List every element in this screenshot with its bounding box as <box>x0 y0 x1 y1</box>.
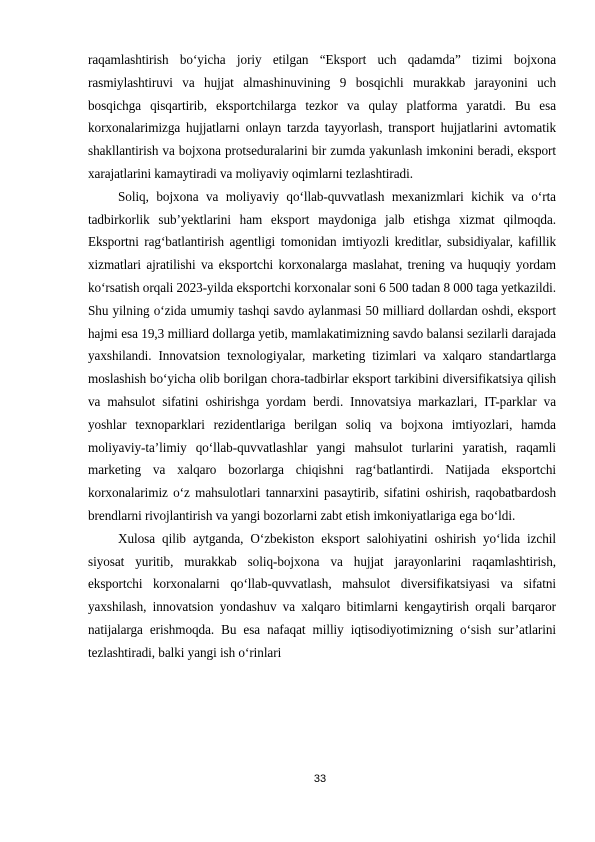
paragraph-conclusion: Xulosa qilib aytganda, O‘zbekiston eksport salohiyatini oshirish yo‘lida izchil siyosat yuritib, murakkab soliq-bojxona va hujjat jarayonlarini raqamlashtirish, eksportchi korxonalarni qo‘llab-quvvatlash, mahsulot diversifikatsiyasi va sifatni yaxshilash, innovatsion yondashuv va xalqaro bitimlarni kengaytirish orqali barqaror natijalarga erishmoqda. Bu esa nafaqat milliy iqtisodiyotimizning o‘sish sur’atlarini tezlashtiradi, balki yangi ish o‘rinlari <box>88 530 556 660</box>
paragraph-continuation: raqamlashtirish bo‘yicha joriy etilgan “Eksport uch qadamda” tizimi bojxona rasmiylashtiruvi va hujjat almashinuvining 9 bosqichli murakkab jarayonini uch bosqichga qisqartirib, eksportchilarga tezkor va qulay platforma yaratdi. Bu esa korxonalarimizga hujjatlarni onlayn tarzda tayyorlash, transport hujjatlarini avtomatik shakllantirish va bojxona protseduralarini bir zumda yakunlash imkonini beradi, eksport xarajatlarini kamaytiradi va moliyaviy oqimlarni tezlashtiradi. <box>88 52 556 181</box>
body-text <box>88 49 556 665</box>
page-number: 33 <box>313 773 327 785</box>
paragraph-support-mechanisms: Soliq, bojxona va moliyaviy qo‘llab-quvvatlash mexanizmlari kichik va o‘rta tadbirkorlik sub’yektlarini ham eksport maydoniga jalb etishga xizmat qilmoqda. Eksportni rag‘batlantirish agentligi tomonidan imtiyozli kreditlar, subsidiyalar, kafillik xizmatlari ajratilishi va eksportchi korxonalarga maslahat, trening va huquqiy yordam ko‘rsatish orqali 2023-yilda eksportchi korxonalar soni 6 500 tadan 8 000 taga yetkazildi. Shu yilning o‘zida umumiy tashqi savdo aylanmasi 50 milliard dollardan oshdi, eksport hajmi esa 19,3 milliard dollarga yetib, mamlakatimizning savdo balansi sezilarli darajada yaxshilandi. Innovatsion texnologiyalar, marketing tizimlari va xalqaro standartlarga moslashish bo‘yicha olib borilgan chora-tadbirlar eksport tarkibini diversifikatsiya qilish va mahsulot sifatini oshirishga yordam berdi. Innovatsiya markazlari, IT-parklar va yoshlar texnoparklari rezidentlariga berilgan soliq va bojxona imtiyozlari, hamda moliyaviy-ta’limiy qo‘llab-quvvatlashlar yangi mahsulot turlarini yaratish, raqamli marketing va xalqaro bozorlarga chiqishni rag‘batlantirdi. Natijada eksportchi korxonalarimiz o‘z mahsulotlari tannarxini pasaytirib, sifatini oshirish, raqobatbardosh brendlarni rivojlantirish va yangi bozorlarni zabt etish imkoniyatlariga ega bo‘ldi. <box>88 188 556 523</box>
